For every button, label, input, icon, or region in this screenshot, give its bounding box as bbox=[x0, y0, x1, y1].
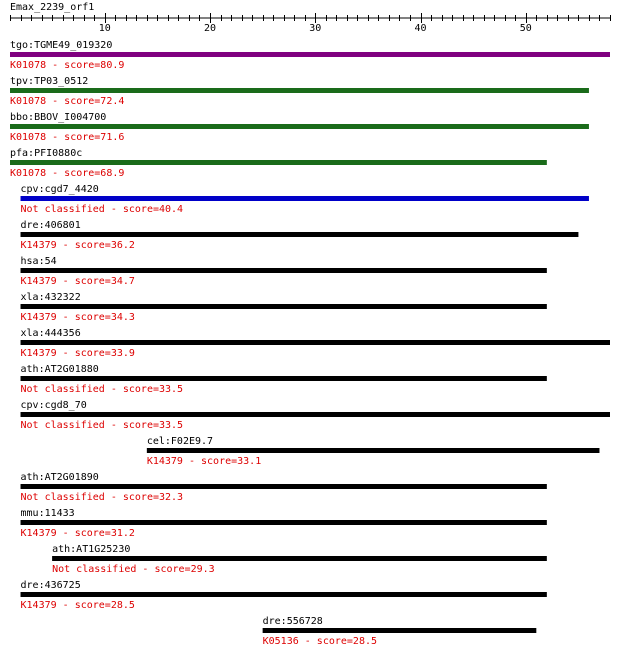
ruler-tick-label: 40 bbox=[414, 23, 427, 34]
hit-score: K01078 - score=68.9 bbox=[10, 168, 125, 179]
query-title: Emax_2239_orf1 bbox=[10, 2, 95, 13]
hit-score: K14379 - score=28.5 bbox=[20, 600, 135, 611]
hit-name: ath:AT2G01890 bbox=[20, 472, 99, 483]
hit-name: cel:F02E9.7 bbox=[146, 436, 214, 447]
ruler-tick-label: 10 bbox=[98, 23, 111, 34]
hit-name: hsa:54 bbox=[20, 256, 57, 267]
hit-bar bbox=[21, 196, 589, 201]
hit-bar bbox=[147, 448, 600, 453]
hit-score: Not classified - score=40.4 bbox=[20, 204, 184, 215]
hit-bar bbox=[21, 340, 610, 345]
hit-score: K14379 - score=34.3 bbox=[20, 312, 135, 323]
hit-name: xla:444356 bbox=[20, 328, 81, 339]
hit-bar bbox=[10, 52, 610, 57]
hit-score: K14379 - score=33.1 bbox=[146, 456, 262, 467]
hit-name: tpv:TP03_0512 bbox=[10, 76, 89, 87]
hit-name: tgo:TGME49_019320 bbox=[10, 40, 113, 51]
hit-score: K14379 - score=31.2 bbox=[20, 528, 135, 539]
hit-bar bbox=[21, 592, 547, 597]
hit-name: mmu:11433 bbox=[20, 508, 75, 519]
hit-name: ath:AT1G25230 bbox=[52, 544, 131, 555]
hit-bar bbox=[10, 88, 589, 93]
hit-score: K14379 - score=36.2 bbox=[20, 240, 135, 251]
hit-score: K05136 - score=28.5 bbox=[262, 636, 378, 647]
hit-score: K01078 - score=71.6 bbox=[10, 132, 125, 143]
hit-name: bbo:BBOV_I004700 bbox=[10, 112, 107, 123]
ruler-tick-label: 30 bbox=[309, 23, 322, 34]
hit-bar bbox=[21, 232, 579, 237]
hit-score: Not classified - score=32.3 bbox=[20, 492, 184, 503]
hit-name: xla:432322 bbox=[20, 292, 81, 303]
hit-score: K01078 - score=72.4 bbox=[10, 96, 125, 107]
hit-bar bbox=[21, 520, 547, 525]
hit-name: ath:AT2G01880 bbox=[20, 364, 99, 375]
hit-score: Not classified - score=33.5 bbox=[20, 384, 184, 395]
hit-name: pfa:PFI0880c bbox=[10, 148, 83, 159]
hit-bar bbox=[21, 304, 547, 309]
ruler-tick-label: 50 bbox=[519, 23, 532, 34]
hit-name: dre:406801 bbox=[20, 220, 81, 231]
hit-bar bbox=[263, 628, 537, 633]
hit-score: K14379 - score=34.7 bbox=[20, 276, 135, 287]
hit-name: cpv:cgd7_4420 bbox=[20, 184, 99, 195]
ruler-tick-label: 20 bbox=[203, 23, 217, 34]
hit-bar bbox=[21, 376, 547, 381]
hit-score: K14379 - score=33.9 bbox=[20, 348, 135, 359]
hit-score: K01078 - score=80.9 bbox=[10, 60, 125, 71]
hit-score: Not classified - score=33.5 bbox=[20, 420, 184, 431]
hit-bar bbox=[21, 412, 610, 417]
hit-bar bbox=[21, 268, 547, 273]
hit-bar bbox=[52, 556, 547, 561]
hit-bar bbox=[10, 124, 589, 129]
hit-name: cpv:cgd8_70 bbox=[20, 400, 87, 411]
hit-bar bbox=[21, 484, 547, 489]
hit-bar bbox=[10, 160, 547, 165]
hit-name: dre:436725 bbox=[20, 580, 81, 591]
hit-name: dre:556728 bbox=[262, 616, 323, 627]
hit-score: Not classified - score=29.3 bbox=[52, 564, 215, 575]
